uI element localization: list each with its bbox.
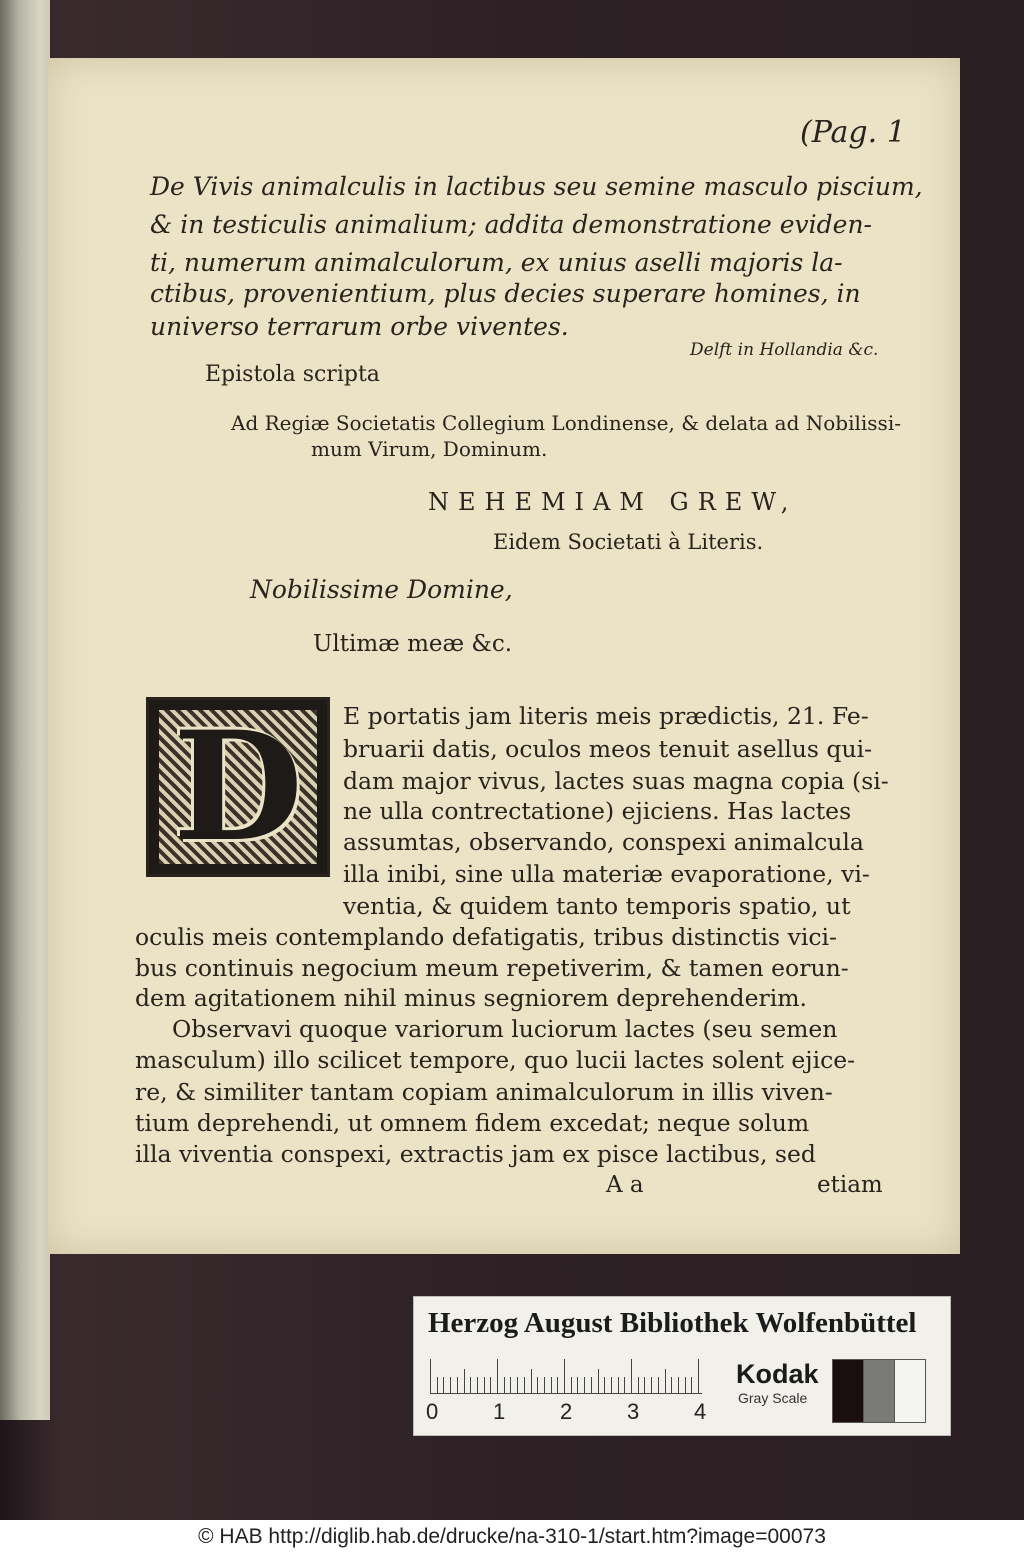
copyright-footer: © HAB http://diglib.hab.de/drucke/na-310-1/start.htm?image=00073 bbox=[0, 1520, 1024, 1553]
ruler-tick bbox=[464, 1369, 465, 1393]
body-indented-1: E portatis jam literis meis prædictis, 21. Fe- bbox=[343, 702, 869, 730]
body-indented-2: bruarii datis, oculos meos tenuit asellus qui- bbox=[343, 735, 873, 763]
ruler-tick bbox=[544, 1377, 545, 1393]
drop-cap bbox=[146, 697, 330, 877]
page-number: (Pag. 1 bbox=[800, 115, 906, 150]
body-line-3: dem agitationem nihil minus segniorem deprehenderim. bbox=[135, 984, 807, 1012]
ruler-tick bbox=[537, 1377, 538, 1393]
previous-page-edge bbox=[0, 0, 50, 1420]
ruler-tick bbox=[685, 1377, 686, 1393]
ruler-number-4: 4 bbox=[694, 1399, 707, 1424]
title-line-4: ctibus, provenientium, plus decies superare homines, in bbox=[150, 279, 861, 308]
ruler-tick bbox=[624, 1377, 625, 1393]
ruler-tick bbox=[671, 1377, 672, 1393]
swatch-dark bbox=[832, 1359, 864, 1423]
body-line-5: masculum) illo scilicet tempore, quo lucii lactes solent ejice- bbox=[135, 1046, 856, 1074]
body-line-2: bus continuis negocium meum repetiverim, & tamen eorun- bbox=[135, 954, 849, 982]
ruler-tick bbox=[457, 1377, 458, 1393]
gray-scale-caption: Gray Scale bbox=[738, 1390, 808, 1406]
ruler-tick bbox=[611, 1377, 612, 1393]
ruler-tick bbox=[517, 1377, 518, 1393]
ruler-tick bbox=[678, 1377, 679, 1393]
ruler-tick bbox=[698, 1359, 699, 1393]
body-indented-4: ne ulla contrectatione) ejiciens. Has lactes bbox=[343, 797, 852, 825]
ruler-tick bbox=[504, 1377, 505, 1393]
ruler-tick bbox=[497, 1359, 498, 1393]
ruler-tick bbox=[564, 1359, 565, 1393]
title-line-5: universo terrarum orbe viventes. bbox=[150, 312, 569, 341]
ruler-tick bbox=[484, 1377, 485, 1393]
swatch-light bbox=[894, 1359, 926, 1423]
salutation: Nobilissime Domine, bbox=[250, 575, 513, 604]
drop-cap-letter: D bbox=[172, 699, 304, 875]
body-indented-3: dam major vivus, lactes suas magna copia (si- bbox=[343, 767, 889, 795]
title-line-3: ti, numerum animalculorum, ex unius aselli majoris la- bbox=[150, 248, 843, 277]
kodak-logo: Kodak bbox=[736, 1359, 819, 1389]
ruler-tick bbox=[477, 1377, 478, 1393]
ruler-tick bbox=[591, 1377, 592, 1393]
place-line: Delft in Hollandia &c. bbox=[690, 340, 879, 360]
ruler-tick bbox=[598, 1369, 599, 1393]
body-line-8: illa viventia conspexi, extractis jam ex pisce lactibus, sed bbox=[135, 1140, 816, 1168]
body-indented-7: ventia, & quidem tanto temporis spatio, ut bbox=[343, 892, 851, 920]
signature-mark: A a bbox=[606, 1172, 644, 1198]
body-indented-6: illa inibi, sine ulla materiæ evaporatione, vi- bbox=[343, 860, 870, 888]
title-line-2: & in testiculis animalium; addita demonstratione eviden- bbox=[150, 210, 872, 239]
recipient-role: Eidem Societati à Literis. bbox=[493, 530, 764, 554]
ruler-tick bbox=[510, 1377, 511, 1393]
ruler-tick bbox=[604, 1377, 605, 1393]
ruler-tick bbox=[691, 1377, 692, 1393]
recipient-name: NEHEMIAM GREW, bbox=[428, 488, 798, 516]
address-line-1: Ad Regiæ Societatis Collegium Londinense, & delata ad Nobilissi- bbox=[231, 411, 901, 435]
body-line-4: Observavi quoque variorum luciorum lactes (seu semen bbox=[172, 1015, 838, 1043]
swatch-mid bbox=[863, 1359, 895, 1423]
catchword: etiam bbox=[817, 1172, 883, 1198]
body-indented-5: assumtas, observando, conspexi animalcula bbox=[343, 828, 864, 856]
ruler-number-0: 0 bbox=[426, 1399, 439, 1424]
scale-ruler bbox=[430, 1359, 702, 1394]
body-line-7: tium deprehendi, ut omnem fidem excedat; neque solum bbox=[135, 1109, 810, 1137]
ruler-tick bbox=[557, 1377, 558, 1393]
ruler-tick bbox=[524, 1377, 525, 1393]
ruler-tick bbox=[531, 1369, 532, 1393]
title-line-1: De Vivis animalculis in lactibus seu semine masculo piscium, bbox=[150, 172, 923, 201]
ruler-tick bbox=[577, 1377, 578, 1393]
address-line-2: mum Virum, Dominum. bbox=[311, 437, 548, 461]
ruler-tick bbox=[470, 1377, 471, 1393]
library-color-card bbox=[413, 1296, 951, 1436]
ruler-tick bbox=[638, 1377, 639, 1393]
body-line-6: re, & similiter tantam copiam animalculorum in illis viven- bbox=[135, 1078, 833, 1106]
ruler-tick bbox=[430, 1359, 431, 1393]
ruler-tick bbox=[551, 1377, 552, 1393]
epistola-line: Epistola scripta bbox=[205, 362, 380, 387]
ruler-tick bbox=[651, 1377, 652, 1393]
ruler-tick bbox=[450, 1377, 451, 1393]
ruler-tick bbox=[490, 1377, 491, 1393]
ruler-tick bbox=[665, 1369, 666, 1393]
ruler-tick bbox=[584, 1377, 585, 1393]
ruler-tick bbox=[443, 1377, 444, 1393]
ruler-number-2: 2 bbox=[560, 1399, 573, 1424]
ruler-tick bbox=[644, 1377, 645, 1393]
ruler-tick bbox=[571, 1377, 572, 1393]
opening-line: Ultimæ meæ &c. bbox=[313, 631, 513, 657]
ruler-tick bbox=[658, 1377, 659, 1393]
library-name: Herzog August Bibliothek Wolfenbüttel bbox=[428, 1307, 917, 1339]
ruler-tick bbox=[618, 1377, 619, 1393]
ruler-number-1: 1 bbox=[493, 1399, 506, 1424]
body-line-1: oculis meis contemplando defatigatis, tribus distinctis vici- bbox=[135, 923, 837, 951]
ruler-tick bbox=[437, 1377, 438, 1393]
ruler-tick bbox=[631, 1359, 632, 1393]
ruler-number-3: 3 bbox=[627, 1399, 640, 1424]
